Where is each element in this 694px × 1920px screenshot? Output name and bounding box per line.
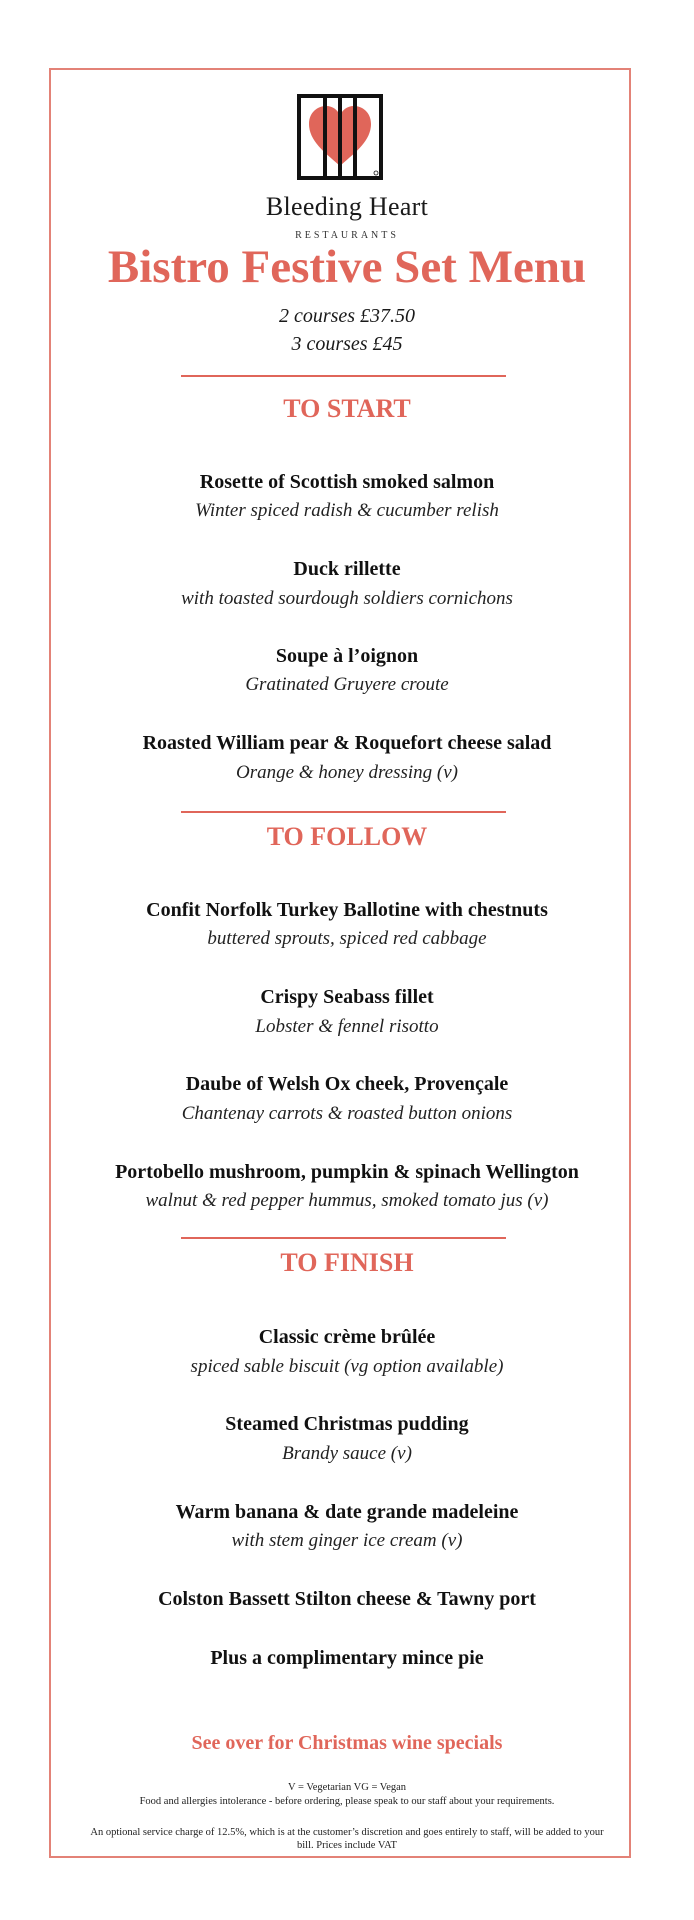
dish-description: spiced sable biscuit (vg option available) <box>190 1356 504 1377</box>
price-three-courses: 3 courses £45 <box>291 333 403 355</box>
dish-description: with stem ginger ice cream (v) <box>231 1530 463 1551</box>
price-two-courses: 2 courses £37.50 <box>278 305 416 327</box>
section-heading-follow: TO FOLLOW <box>266 822 428 851</box>
dish-description: Lobster & fennel risotto <box>255 1016 439 1037</box>
allergy-notice: Food and allergies intolerance - before ordering, please speak to our staff about your requirements. <box>139 1796 555 1807</box>
brand-name: Bleeding Heart <box>265 192 429 221</box>
dish-name: Rosette of Scottish smoked salmon <box>199 471 495 493</box>
dish-name: Daube of Welsh Ox cheek, Provençale <box>185 1073 509 1095</box>
dish-name: Duck rillette <box>293 558 401 580</box>
dish-description: Winter spiced radish & cucumber relish <box>195 500 499 521</box>
dish-description: Orange & honey dressing (v) <box>236 762 458 783</box>
service-charge-notice-cont: bill. Prices include VAT <box>297 1840 397 1851</box>
dish-description: Brandy sauce (v) <box>282 1443 412 1464</box>
brand-subtitle: RESTAURANTS <box>295 230 399 241</box>
heart-behind-bars-icon <box>297 94 383 180</box>
divider <box>181 811 506 813</box>
dish-name: Crispy Seabass fillet <box>260 986 434 1008</box>
dietary-key: V = Vegetarian VG = Vegan <box>287 1782 407 1793</box>
divider <box>181 375 506 377</box>
dish-name: Roasted William pear & Roquefort cheese salad <box>142 732 552 754</box>
dish-name: Colston Bassett Stilton cheese & Tawny port <box>158 1588 536 1610</box>
section-heading-finish: TO FINISH <box>280 1248 414 1277</box>
dish-description: buttered sprouts, spiced red cabbage <box>207 928 487 949</box>
dish-description: Chantenay carrots & roasted button onions <box>181 1103 513 1124</box>
dish-name: Plus a complimentary mince pie <box>210 1647 484 1669</box>
dish-name: Classic crème brûlée <box>258 1326 436 1348</box>
service-charge-notice: An optional service charge of 12.5%, which is at the customer’s discretion and goes entirely to staff, will be added to your <box>90 1827 604 1838</box>
see-over-note: See over for Christmas wine specials <box>191 1732 503 1754</box>
dish-name: Confit Norfolk Turkey Ballotine with chestnuts <box>146 899 548 921</box>
dish-name: Warm banana & date grande madeleine <box>175 1501 519 1523</box>
divider <box>181 1237 506 1239</box>
dish-description: walnut & red pepper hummus, smoked tomato jus (v) <box>145 1190 549 1211</box>
section-heading-start: TO START <box>283 394 411 423</box>
dish-name: Steamed Christmas pudding <box>225 1413 469 1435</box>
dish-description: Gratinated Gruyere croute <box>245 674 449 695</box>
dish-name: Soupe à l’oignon <box>275 645 419 667</box>
dish-description: with toasted sourdough soldiers cornichons <box>181 588 513 609</box>
menu-title: Bistro Festive Set Menu <box>107 241 587 293</box>
dish-name: Portobello mushroom, pumpkin & spinach Wellington <box>115 1161 579 1183</box>
